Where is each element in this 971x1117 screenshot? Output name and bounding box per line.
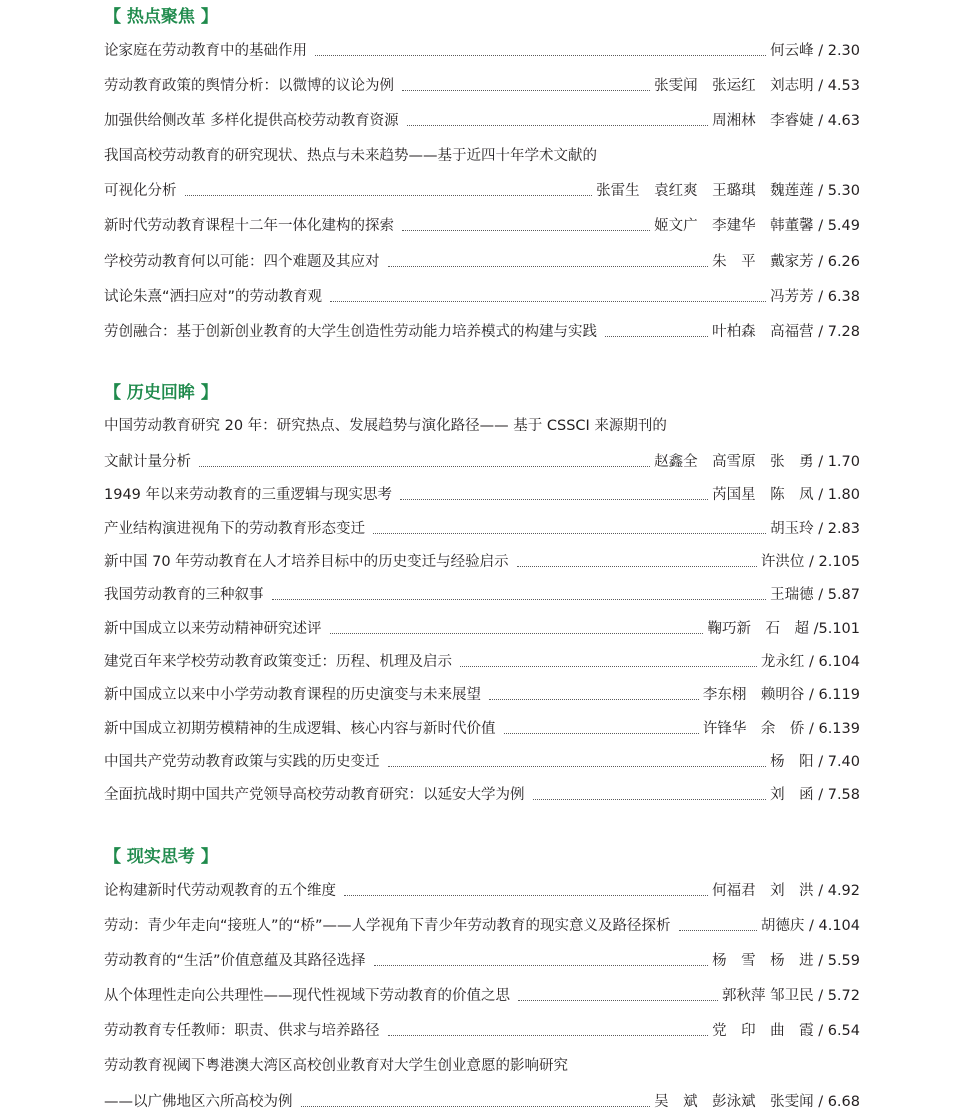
author-page: 何云峰 / 2.30 — [770, 43, 860, 59]
section-reality-heading: 【 现实思考 】 — [104, 847, 218, 867]
article-title: 加强供给侧改革 多样化提供高校劳动教育资源 — [104, 113, 399, 129]
dot-leader — [679, 930, 757, 931]
article-title: 论家庭在劳动教育中的基础作用 — [104, 43, 307, 59]
dot-leader — [402, 90, 650, 91]
article-title: 我国高校劳动教育的研究现状、热点与未来趋势——基于近四十年学术文献的 — [104, 148, 597, 164]
author-page: 胡德庆 / 4.104 — [760, 918, 860, 934]
dot-leader — [199, 466, 650, 467]
article-title: 新中国成立以来劳动精神研究述评 — [104, 621, 322, 637]
article-title: 劳动：青少年走向“接班人”的“桥”——人学视角下青少年劳动教育的现实意义及路径探析 — [104, 918, 671, 934]
author-page: 张雷生 袁红爽 王璐琪 魏莲莲 / 5.30 — [596, 183, 860, 199]
toc-entry[interactable] — [104, 178, 860, 202]
toc-entry[interactable] — [104, 749, 860, 773]
toc-entry[interactable] — [104, 482, 860, 506]
section-history-heading: 【 历史回眸 】 — [104, 383, 218, 403]
toc-entry[interactable] — [104, 284, 860, 308]
toc-entry[interactable] — [104, 108, 860, 132]
article-title: 劳动教育政策的舆情分析：以微博的议论为例 — [104, 78, 394, 94]
dot-leader — [504, 733, 699, 734]
toc-entry[interactable] — [104, 716, 860, 740]
author-page: 党 印 曲 霞 / 6.54 — [712, 1023, 860, 1039]
toc-entry[interactable] — [104, 143, 860, 167]
article-title: 从个体理性走向公共理性——现代性视域下劳动教育的价值之思 — [104, 988, 510, 1004]
author-page: 杨 阳 / 7.40 — [770, 754, 860, 770]
dot-leader — [533, 799, 767, 800]
dot-leader — [388, 766, 767, 767]
dot-leader — [301, 1106, 651, 1107]
author-page: 郭秋萍 邹卫民 / 5.72 — [722, 988, 860, 1004]
author-page: 张雯闻 张运红 刘志明 / 4.53 — [654, 78, 860, 94]
dot-leader — [518, 1000, 718, 1001]
author-page: 周湘林 李睿婕 / 4.63 — [712, 113, 860, 129]
author-page: 朱 平 戴家芳 / 6.26 — [712, 254, 860, 270]
toc-entry[interactable] — [104, 649, 860, 673]
dot-leader — [344, 895, 708, 896]
author-page: 吴 斌 彭泳斌 张雯闻 / 6.68 — [654, 1094, 860, 1110]
author-page: 姬文广 李建华 韩董馨 / 5.49 — [654, 218, 860, 234]
section-hot-topics-heading: 【 热点聚焦 】 — [104, 7, 218, 27]
article-title: 学校劳动教育何以可能：四个难题及其应对 — [104, 254, 380, 270]
toc-entry[interactable] — [104, 616, 860, 640]
article-title: 建党百年来学校劳动教育政策变迁：历程、机理及启示 — [104, 654, 452, 670]
toc-entry[interactable] — [104, 1089, 860, 1113]
author-page: 杨 雪 杨 进 / 5.59 — [712, 953, 860, 969]
toc-entry[interactable] — [104, 249, 860, 273]
article-title: 我国劳动教育的三种叙事 — [104, 587, 264, 603]
author-page: 李东栩 赖明谷 / 6.119 — [702, 687, 860, 703]
article-title: 新中国成立初期劳模精神的生成逻辑、核心内容与新时代价值 — [104, 721, 496, 737]
dot-leader — [400, 499, 708, 500]
author-page: 许洪位 / 2.105 — [760, 554, 860, 570]
author-page: 冯芳芳 / 6.38 — [770, 289, 860, 305]
dot-leader — [388, 1035, 709, 1036]
toc-entry[interactable] — [104, 878, 860, 902]
article-title: 全面抗战时期中国共产党领导高校劳动教育研究：以延安大学为例 — [104, 787, 525, 803]
dot-leader — [374, 965, 709, 966]
author-page: 王瑞德 / 5.87 — [770, 587, 860, 603]
dot-leader — [460, 666, 757, 667]
author-page: 鞠巧新 石 超 /5.101 — [707, 621, 860, 637]
toc-entry[interactable] — [104, 948, 860, 972]
toc-entry[interactable] — [104, 516, 860, 540]
toc-entry[interactable] — [104, 582, 860, 606]
dot-leader — [373, 533, 766, 534]
article-title: 产业结构演进视角下的劳动教育形态变迁 — [104, 521, 365, 537]
toc-entry[interactable] — [104, 549, 860, 573]
dot-leader — [517, 566, 757, 567]
toc-entry[interactable] — [104, 983, 860, 1007]
toc-entry[interactable] — [104, 319, 860, 343]
author-page: 刘 函 / 7.58 — [770, 787, 860, 803]
article-title: 论构建新时代劳动观教育的五个维度 — [104, 883, 336, 899]
article-title: 中国劳动教育研究 20 年：研究热点、发展趋势与演化路径—— 基于 CSSCI 来源期刊的 — [104, 418, 667, 434]
toc-entry[interactable] — [104, 1018, 860, 1042]
dot-leader — [185, 195, 593, 196]
dot-leader — [330, 633, 704, 634]
toc-entry[interactable] — [104, 73, 860, 97]
dot-leader — [605, 336, 708, 337]
article-title: 劳动教育的“生活”价值意蕴及其路径选择 — [104, 953, 366, 969]
author-page: 芮国星 陈 凤 / 1.80 — [712, 487, 860, 503]
author-page: 许锋华 余 侨 / 6.139 — [702, 721, 860, 737]
article-title: 新中国成立以来中小学劳动教育课程的历史演变与未来展望 — [104, 687, 481, 703]
dot-leader — [330, 301, 766, 302]
article-title: 新时代劳动教育课程十二年一体化建构的探索 — [104, 218, 394, 234]
toc-entry[interactable] — [104, 682, 860, 706]
toc-entry[interactable] — [104, 38, 860, 62]
article-title: 劳动教育视阈下粤港澳大湾区高校创业教育对大学生创业意愿的影响研究 — [104, 1058, 568, 1074]
dot-leader — [388, 266, 709, 267]
toc-entry[interactable] — [104, 782, 860, 806]
article-title: 可视化分析 — [104, 183, 177, 199]
toc-entry[interactable] — [104, 913, 860, 937]
author-page: 赵鑫全 高雪原 张 勇 / 1.70 — [654, 454, 860, 470]
article-title: 试论朱熹“洒扫应对”的劳动教育观 — [104, 289, 323, 305]
author-page: 胡玉玲 / 2.83 — [770, 521, 860, 537]
article-title: 文献计量分析 — [104, 454, 191, 470]
toc-entry[interactable] — [104, 213, 860, 237]
author-page: 何福君 刘 洪 / 4.92 — [712, 883, 860, 899]
author-page: 龙永红 / 6.104 — [760, 654, 860, 670]
dot-leader — [489, 699, 699, 700]
dot-leader — [315, 55, 766, 56]
author-page: 叶柏森 高福营 / 7.28 — [712, 324, 860, 340]
article-title: 劳动教育专任教师：职责、供求与培养路径 — [104, 1023, 380, 1039]
article-title: 1949 年以来劳动教育的三重逻辑与现实思考 — [104, 487, 393, 503]
toc-entry[interactable] — [104, 1053, 860, 1077]
dot-leader — [402, 230, 650, 231]
article-title: 新中国 70 年劳动教育在人才培养目标中的历史变迁与经验启示 — [104, 554, 509, 570]
article-title: 劳创融合：基于创新创业教育的大学生创造性劳动能力培养模式的构建与实践 — [104, 324, 597, 340]
toc-entry[interactable] — [104, 449, 860, 473]
dot-leader — [407, 125, 709, 126]
toc-entry[interactable] — [104, 413, 860, 437]
dot-leader — [272, 599, 767, 600]
article-title: ——以广佛地区六所高校为例 — [104, 1094, 293, 1110]
article-title: 中国共产党劳动教育政策与实践的历史变迁 — [104, 754, 380, 770]
